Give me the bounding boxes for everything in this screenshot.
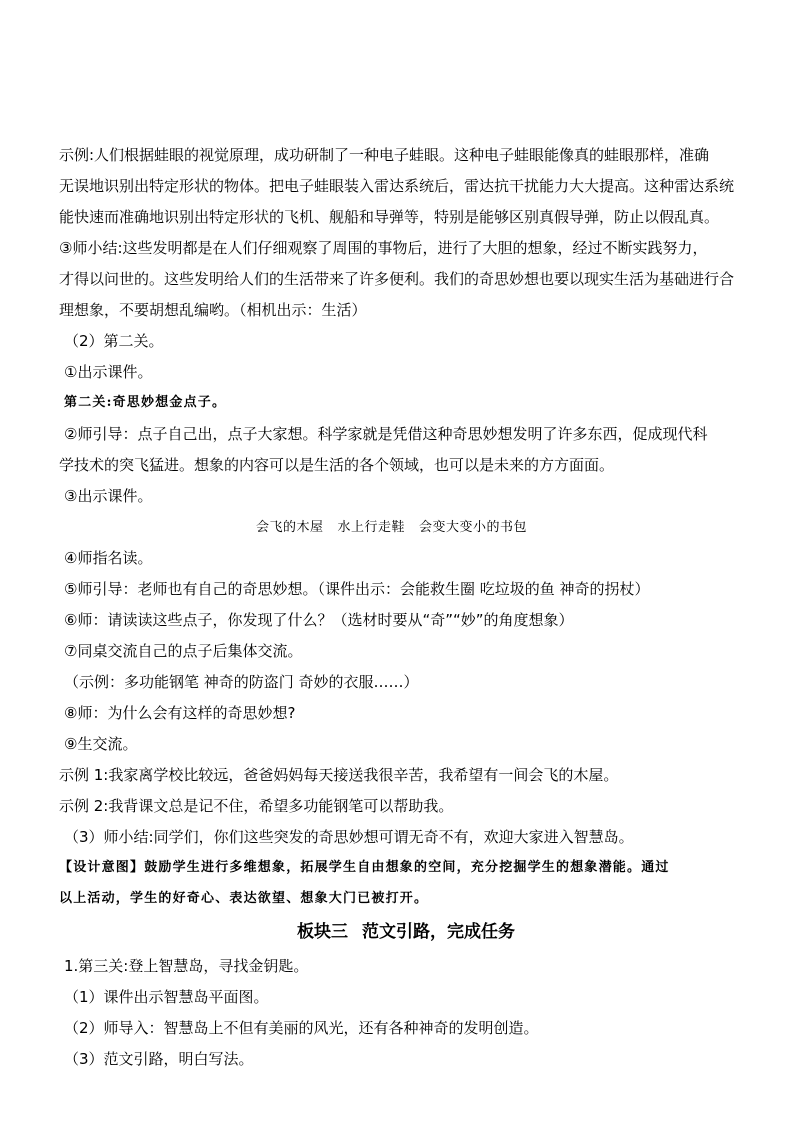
design-intent-label: 【设计意图】 bbox=[59, 860, 145, 875]
paragraph-teacher-summary-2: 才得以问世的。这些发明给人们的生活带来了许多便利。我们的奇思妙想也要以现实生活为基础进行合 bbox=[59, 270, 735, 288]
paragraph-level-three: 1.第三关:登上智慧岛，寻找金钥匙。 bbox=[64, 957, 309, 975]
paragraph-example-two: 示例 2:我背课文总是记不住，希望多功能钢笔可以帮助我。 bbox=[59, 797, 454, 815]
courseware-items bbox=[0, 518, 794, 538]
paragraph-examples-list: （示例：多功能钢笔 神奇的防盗门 奇妙的衣服……） bbox=[64, 673, 419, 691]
courseware-item: 水上行走鞋 bbox=[337, 520, 406, 535]
section-heading bbox=[0, 922, 794, 942]
section-heading-subtitle: 范文引路，完成任务 bbox=[362, 922, 515, 942]
paragraph-student-exchange: ⑨生交流。 bbox=[64, 735, 138, 753]
design-intent-continued: 以上活动，学生的好奇心、表达欲望、想象大门已被打开。 bbox=[59, 891, 429, 906]
paragraph-read-by-name: ④师指名读。 bbox=[64, 549, 153, 567]
paragraph-level-two: （2）第二关。 bbox=[64, 332, 164, 350]
paragraph-show-courseware-2: ③出示课件。 bbox=[64, 487, 153, 505]
paragraph-teacher-ideas: ⑤师引导：老师也有自己的奇思妙想。（课件出示：会能救生圈 吃垃圾的鱼 神奇的拐杖） bbox=[64, 580, 650, 598]
paragraph-example-frog-eye-1: 示例:人们根据蛙眼的视觉原理，成功研制了一种电子蛙眼。这种电子蛙眼能像真的蛙眼那样，准确 bbox=[59, 146, 710, 164]
paragraph-teacher-intro: （2）师导入：智慧岛上不但有美丽的风光，还有各种神奇的发明创造。 bbox=[64, 1019, 539, 1037]
paragraph-example-frog-eye-2: 无误地识别出特定形状的物体。把电子蛙眼装入雷达系统后，雷达抗干扰能力大大提高。这种雷达系统 bbox=[59, 177, 735, 195]
paragraph-example-frog-eye-3: 能快速而准确地识别出特定形状的飞机、舰船和导弹等，特别是能够区别真假导弹，防止以假乱真。 bbox=[59, 208, 720, 226]
section-heading-title: 板块三 bbox=[297, 922, 348, 942]
paragraph-island-map: （1）课件出示智慧岛平面图。 bbox=[64, 988, 269, 1006]
paragraph-level-two-title: 第二关:奇思妙想金点子。 bbox=[64, 395, 227, 410]
paragraph-teacher-guide-2: 学技术的突飞猛进。想象的内容可以是生活的各个领域，也可以是未来的方方面面。 bbox=[59, 456, 615, 474]
paragraph-show-courseware-1: ①出示课件。 bbox=[64, 363, 153, 381]
design-intent-text: 鼓励学生进行多维想象，拓展学生自由想象的空间，充分挖掘学生的想象潜能。通过 bbox=[144, 860, 670, 875]
courseware-item: 会变大变小的书包 bbox=[419, 520, 528, 535]
paragraph-model-essay: （3）范文引路，明白写法。 bbox=[64, 1050, 254, 1068]
paragraph-teacher-summary-1: ③师小结:这些发明都是在人们仔细观察了周围的事物后，进行了大胆的想象，经过不断实践努力， bbox=[59, 239, 708, 257]
paragraph-pair-exchange: ⑦同桌交流自己的点子后集体交流。 bbox=[64, 642, 303, 660]
paragraph-why-question: ⑧师：为什么会有这样的奇思妙想? bbox=[64, 704, 296, 722]
paragraph-example-one: 示例 1:我家离学校比较远，爸爸妈妈每天接送我很辛苦，我希望有一间会飞的木屋。 bbox=[59, 766, 619, 784]
paragraph-teacher-summary-3: 理想象，不要胡想乱编哟。（相机出示：生活） bbox=[59, 301, 367, 319]
courseware-item: 会飞的木屋 bbox=[256, 520, 324, 535]
design-intent bbox=[0, 858, 794, 878]
paragraph-teacher-guide-1: ②师引导：点子自己出，点子大家想。科学家就是凭借这种奇思妙想发明了许多东西，促成现代科 bbox=[64, 425, 708, 443]
paragraph-read-ideas: ⑥师：请读读这些点子，你发现了什么？（选材时要从“奇”“妙”的角度想象） bbox=[64, 611, 574, 629]
paragraph-teacher-summary-3: （3）师小结:同学们，你们这些突发的奇思妙想可谓无奇不有，欢迎大家进入智慧岛。 bbox=[64, 828, 634, 846]
